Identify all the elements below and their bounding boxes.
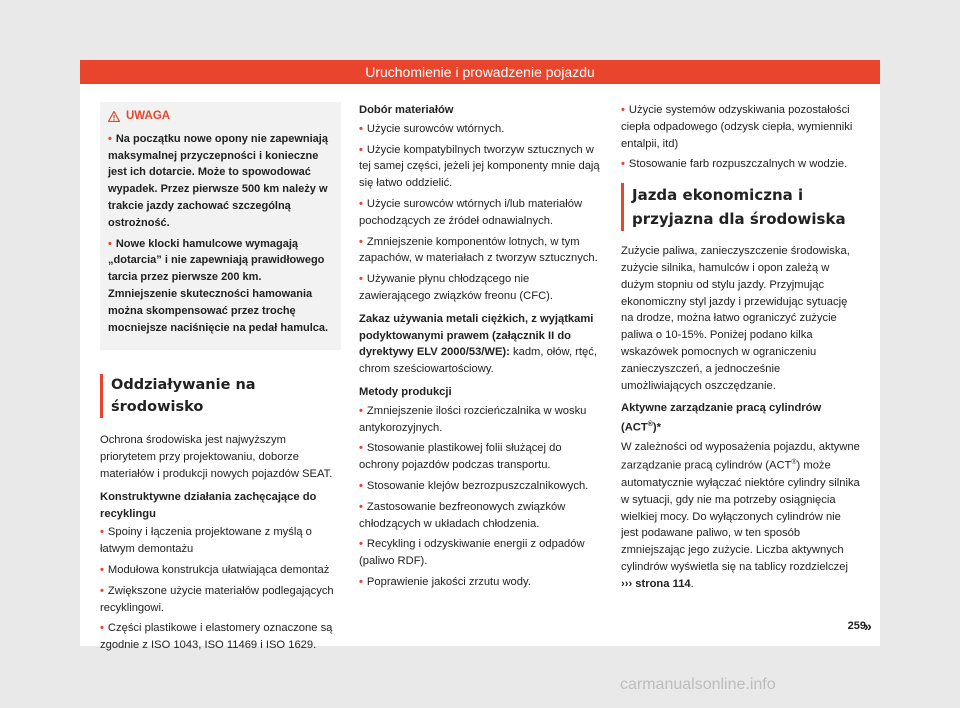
section-title-eco-driving: Jazda ekonomiczna i przyjazna dla środowiska (621, 183, 861, 231)
act-paragraph: W zależności od wyposażenia pojazdu, aktywne zarządzanie pracą cylindrów (ACT®) może automatycznie wyłączać niektóre cylindry silnika w sytuacji, gdy nie ma potrzeby osiągnięcia wielkiej mocy. Do wyłączonych cylindrów nie jest podawane paliwo, w ten sposób zmniejszając jego zużycie. Liczba aktywnych cylindrów wyświetla się na tablicy rozdzielczej ››› strona 114. (621, 440, 860, 590)
list-item: • Użycie surowców wtórnych. (359, 122, 505, 135)
list-item: • Części plastikowe i elastomery oznaczone są zgodnie z ISO 1043, ISO 11469 i ISO 1629. (100, 622, 333, 652)
column-2 (359, 102, 603, 595)
list-item: • Użycie kompatybilnych tworzyw sztucznych w tej samej części, jeżeli jej komponenty mnie dają się łatwo oddzielić. (359, 143, 600, 190)
page-number: 259 (847, 620, 866, 632)
subheading-materials: Dobór materiałów (359, 104, 454, 116)
continue-mark: » (864, 618, 872, 634)
eco-paragraph: Zużycie paliwa, zanieczyszczenie środowiska, zużycie silnika, hamulców i opon zależą w dużym stopniu od stylu jazdy. Przyjmując ekonomiczny styl jazdy i przewidując sytuację na drodze, można łatwo ograniczyć zużycie paliwa o 10-15%. Poniżej podano kilka wskazówek pomocnych w ograniczeniu zanieczyszczeń, a jednocześnie umożliwiających oszczędzanie. (621, 245, 850, 392)
heavy-metals-paragraph: Zakaz używania metali ciężkich, z wyjątkami podyktowanymi prawem (załącznik II do dyrektywy ELV 2000/53/WE): kadm, ołów, rtęć, chrom sześciowartościowy. (359, 312, 597, 376)
warning-item: • Nowe klocki hamulcowe wymagają „dotarcia” i nie zapewniają prawidłowego tarcia przez pierwsze 200 km. Zmniejszenie skuteczności hamowania można skompensować przez trochę mocniejsze naciśnięcie na pedał hamulca. (108, 237, 329, 334)
list-item: • Zwiększone użycie materiałów podlegających recyklingowi. (100, 584, 334, 614)
list-item: • Stosowanie klejów bezrozpuszczalnikowych. (359, 479, 589, 492)
list-item: • Używanie płynu chłodzącego nie zawierającego związków freonu (CFC). (359, 273, 553, 302)
subheading-recycling: Konstruktywne działania zachęcające do recyklingu (100, 490, 317, 520)
list-item: • Użycie systemów odzyskiwania pozostałości ciepła odpadowego (odzysk ciepła, wymienniki entalpii, itd) (621, 104, 853, 150)
list-item: • Zmniejszenie ilości rozcieńczalnika w wosku antykorozyjnych. (359, 404, 587, 434)
warning-box (100, 102, 341, 350)
intro-paragraph: Ochrona środowiska jest najwyższym priorytetem przy projektowaniu, doborze materiałów i produkcji nowych pojazdów SEAT. (100, 434, 333, 480)
column-3 (621, 102, 861, 597)
list-item: • Stosowanie plastikowej folii służącej do ochrony pojazdów podczas transportu. (359, 442, 562, 472)
subheading-production: Metody produkcji (359, 385, 452, 398)
list-item: • Spoiny i łączenia projektowane z myślą o łatwym demontażu (100, 526, 312, 556)
list-item: • Poprawienie jakości zrzutu wody. (359, 575, 531, 588)
manual-page (80, 60, 880, 652)
list-item: • Zmniejszenie komponentów lotnych, w tym zapachów, w materiałach z tworzyw sztucznych. (359, 235, 598, 265)
warning-item: • Na początku nowe opony nie zapewniają maksymalnej przyczepności i konieczne jest ich dotarcie. Może to spowodować wypadek. Przez pierwsze 500 km należy w trakcie jazdy zachować szczególną ostrożność. (108, 132, 328, 229)
list-item: • Recykling i odzyskiwanie energii z odpadów (paliwo RDF). (359, 538, 585, 568)
subheading-act: Aktywne zarządzanie pracą cylindrów (ACT®)* (621, 402, 822, 434)
watermark: carmanualsonline.info (620, 676, 776, 693)
section-title-environment: Oddziaływanie na środowisko (100, 374, 341, 418)
list-item: • Zastosowanie bezfreonowych związków chłodzących w układach chłodzenia. (359, 500, 566, 530)
warning-title-text: UWAGA (126, 110, 171, 122)
warning-title (108, 108, 333, 125)
page-reference-link[interactable]: ››› strona 114 (621, 577, 691, 590)
warning-triangle-icon (108, 111, 120, 122)
list-item: • Modułowa konstrukcja ułatwiająca demontaż (100, 563, 330, 576)
list-item: • Stosowanie farb rozpuszczalnych w wodzie. (621, 158, 848, 171)
column-1 (100, 102, 341, 658)
chapter-header: Uruchomienie i prowadzenie pojazdu (80, 60, 880, 84)
list-item: • Użycie surowców wtórnych i/lub materiałów pochodzących ze źródeł odnawialnych. (359, 197, 583, 227)
